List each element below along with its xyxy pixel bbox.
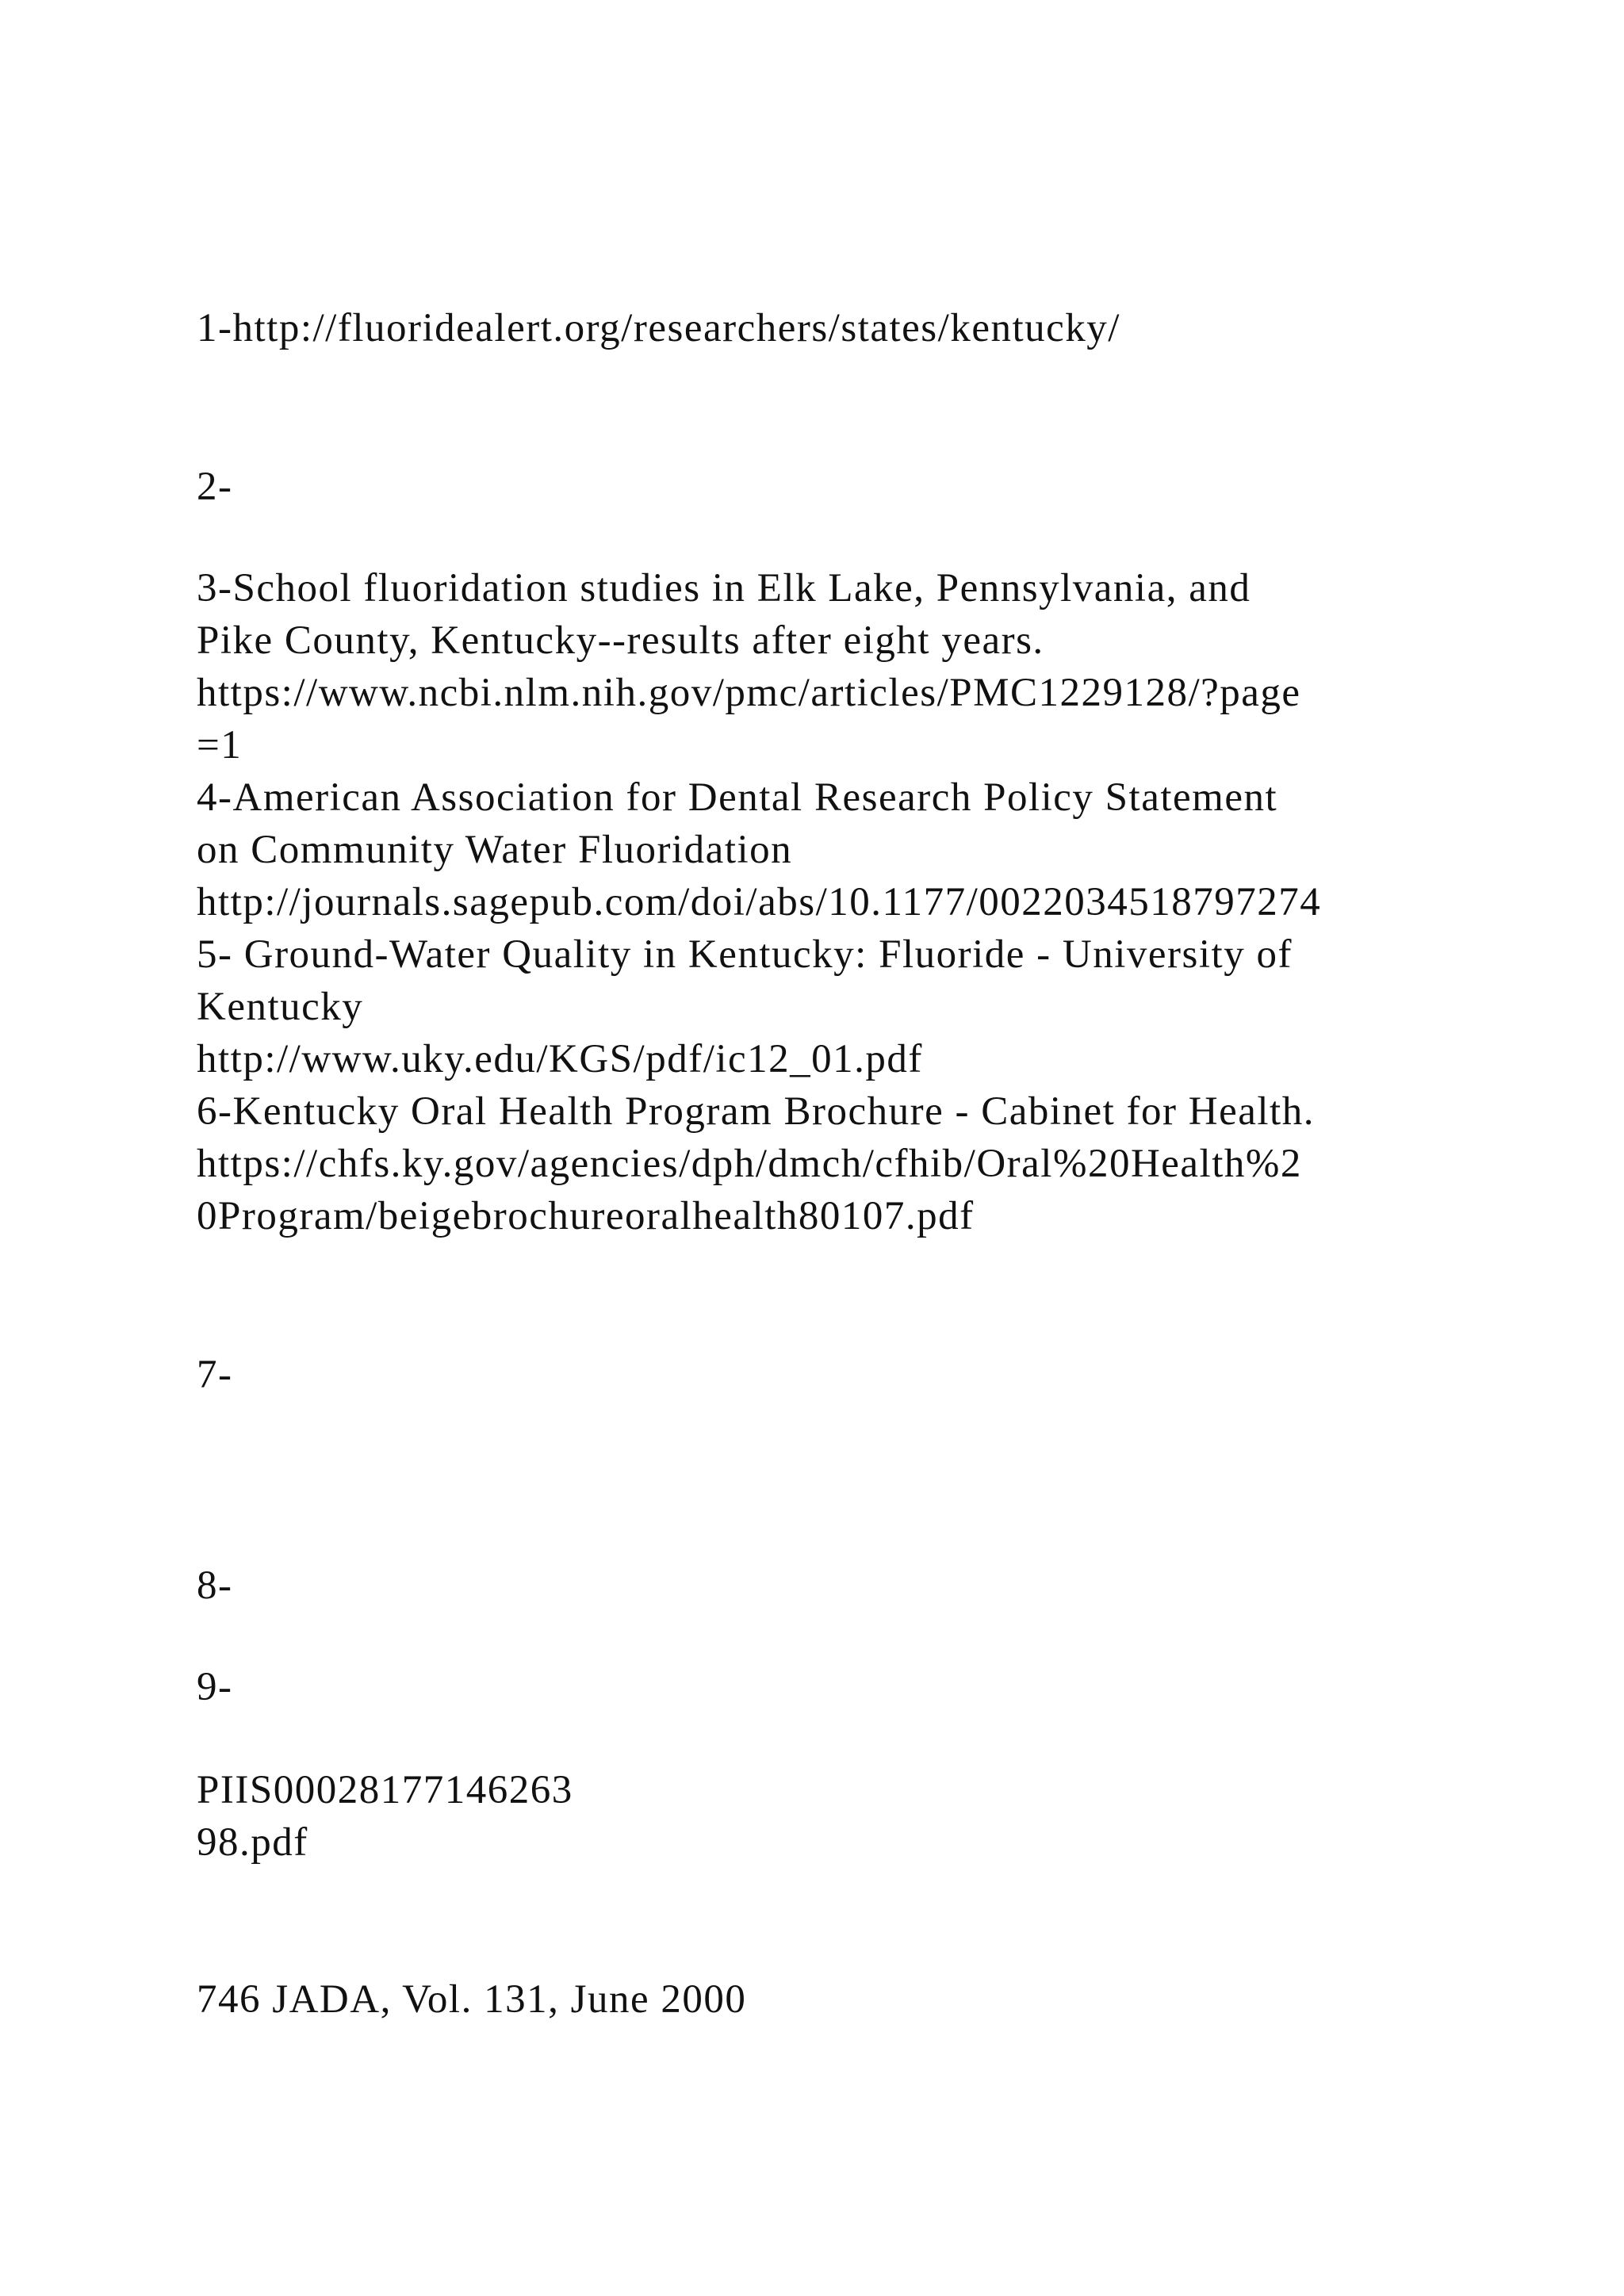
reference-5-title-line-2: Kentucky — [197, 985, 364, 1029]
reference-6-url-line-2: 0Program/beigebrochureoralhealth80107.pdf — [197, 1194, 975, 1238]
reference-3-title-line-2: Pike County, Kentucky--results after eight years. — [197, 618, 1044, 663]
reference-6-url-line-1: https://chfs.ky.gov/agencies/dph/dmch/cfhib/Oral%20Health%2 — [197, 1142, 1302, 1186]
reference-4-title-line-2: on Community Water Fluoridation — [197, 828, 793, 872]
attachment-filename-line-2: 98.pdf — [197, 1820, 308, 1865]
reference-5-url: http://www.uky.edu/KGS/pdf/ic12_01.pdf — [197, 1037, 923, 1081]
journal-citation: 746 JADA, Vol. 131, June 2000 — [197, 1977, 747, 2022]
reference-3-url-line-1: https://www.ncbi.nlm.nih.gov/pmc/articles/PMC1229128/?page — [197, 671, 1301, 715]
reference-3-url-line-2: =1 — [197, 723, 243, 767]
reference-1-url: 1-http://fluoridealert.org/researchers/states/kentucky/ — [197, 306, 1120, 350]
reference-9-number: 9- — [197, 1665, 233, 1709]
reference-6-title: 6-Kentucky Oral Health Program Brochure - Cabinet for Health. — [197, 1089, 1315, 1134]
attachment-filename-line-1: PIIS00028177146263 — [197, 1768, 573, 1812]
reference-4-title-line-1: 4-American Association for Dental Research Policy Statement — [197, 775, 1278, 820]
reference-8-number: 8- — [197, 1563, 233, 1608]
reference-5-title-line-1: 5- Ground-Water Quality in Kentucky: Fluoride - University of — [197, 932, 1293, 977]
reference-7-number: 7- — [197, 1353, 233, 1397]
reference-3-title-line-1: 3-School fluoridation studies in Elk Lake, Pennsylvania, and — [197, 566, 1251, 610]
reference-2-number: 2- — [197, 465, 233, 509]
reference-4-url: http://journals.sagepub.com/doi/abs/10.1177/0022034518797274 — [197, 880, 1322, 924]
